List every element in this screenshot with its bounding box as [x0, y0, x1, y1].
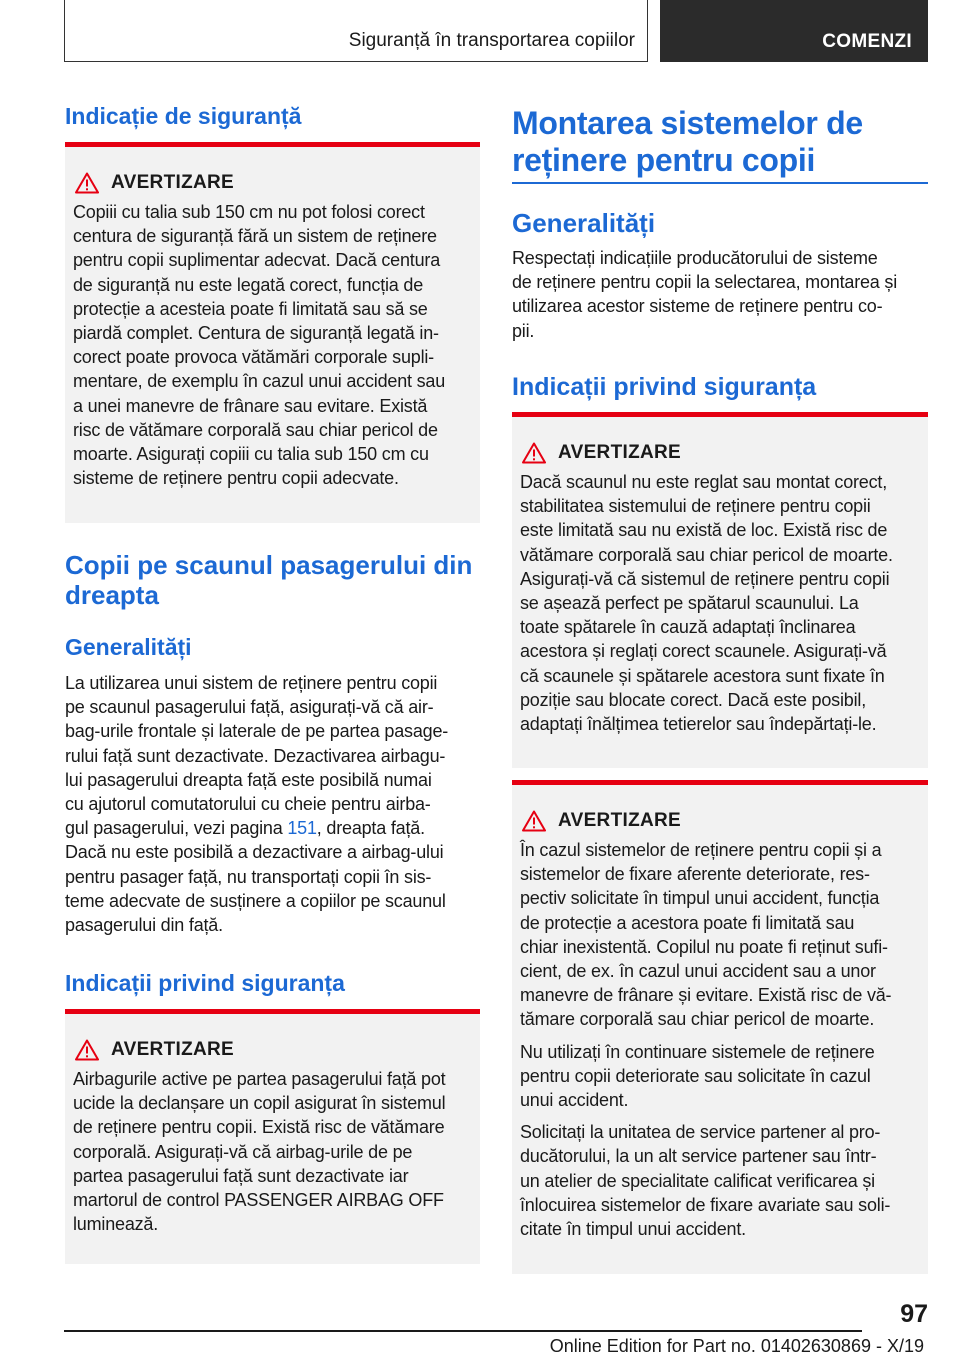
warning-triangle-icon — [75, 1039, 99, 1061]
page-number: 97 — [900, 1300, 928, 1328]
warning-box-seat — [512, 412, 928, 768]
warning-label: AVERTIZARE — [111, 1039, 234, 1060]
heading-front-passenger: Copii pe scaunul pasagerului din dreapta — [65, 550, 473, 610]
warning-text: Airbagurile active pe partea pasagerului față pot ucide la declanșare un copil asigurat în sistemul de reținere pentru copii. Există risc de vătămare corporală. Asigurați-vă că airbag-urile de pe partea pasagerului față sunt dezactivate iar martorul de control PASSENGER AIRBAG OFF luminează. — [73, 1069, 446, 1235]
general-text-left: La utilizarea unui sistem de reținere pentru copii pe scaunul pasagerului față, asigurați-vă că air- bag-urile frontale și laterale de pe partea pasage- rului față sunt dezactivate. Dezactivarea airbagu- lui pasagerului dreapta față este posibilă numai cu ajutorul comutatorului cu cheie pentru airba- gul pasagerului, vezi pagina 151, dreapta față. Dacă nu este posibilă a dezactivare a airbag-ului pentru pasager față, nu transportați copii în sis- teme adecvate de susținere a copiilor pe scaunul pasagerului din față. — [65, 673, 449, 936]
warning-text-p3: Solicitați la unitatea de service partener al pro- ducătorului, la un alt service partener sau într- un atelier de specialitate calificat verificarea și înlocuirea sistemelor de fixare avariate sau soli- citate în timpul unui accident. — [520, 1122, 891, 1240]
chapter-title: Siguranță în transportarea copiilor — [348, 30, 635, 51]
footer-rule — [64, 1330, 862, 1332]
warning-label: AVERTIZARE — [111, 172, 234, 193]
warning-text-p1: În cazul sistemelor de reținere pentru copii și a sistemelor de fixare aferente deteriorate, res- pectiv solicitate în timpul unui accident, funcția de protecție a acestora poate fi limitată sau chiar inexistentă. Copilul nu poate fi reținut sufi- cient, de ex. în cazul unui accident sau a unor manevre de frânare și evitare. Există risc de vă- tămare corporală sau chiar pericol de moarte. — [520, 840, 892, 1030]
warning-text-p2: Nu utilizați în continuare sistemele de reținere pentru copii deteriorate sau solicitate în cazul unui accident. — [520, 1041, 875, 1111]
warning-header — [520, 442, 920, 464]
footer-edition: Online Edition for Part no. 01402630869 - X/19 — [549, 1336, 924, 1356]
heading-general-left: Generalități — [65, 634, 192, 660]
section-tab[interactable] — [660, 0, 928, 62]
warning-label: AVERTIZARE — [558, 810, 681, 831]
warning-box-airbag — [65, 1009, 480, 1264]
warning-triangle-icon — [522, 810, 546, 832]
warning-text: Copiii cu talia sub 150 cm nu pot folosi corect centura de siguranță fără un sistem de reținere pentru copii suplimentar adecvat. Dacă centura de siguranță nu este legată corect, funcția de protecție a acesteia poate fi limitată sau să se piardă complet. Centura de siguranță legată in- corect poate provoca vătămări corporale supli- mentare, de exemplu în cazul unui accident sau a unei manevre de frânare sau evitare. Există risc de vătămare corporală sau chiar pericol de moarte. Asigurați copiii cu talia sub 150 cm cu sisteme de reținere pentru copii adecvate. — [73, 202, 446, 489]
warning-label: AVERTIZARE — [558, 442, 681, 463]
heading-mounting-systems: Montarea sistemelor de reținere pentru copii — [512, 105, 863, 178]
warning-header — [73, 1039, 472, 1061]
warning-text: Dacă scaunul nu este reglat sau montat corect, stabilitatea sistemului de reținere pentru copii este limitată sau nu există de loc. Există risc de vătămare corporală sau chiar pericol de moarte. Asigurați-vă că sistemul de reținere pentru copii se așează perfect pe spătarul scaunului. La toate spătarele în cauză adaptați înclinarea acestora și reglați corect scaunele. Asigurați-vă că scaunele și spătarele acestora sunt fixate în poziție sau blocate corect. Dacă este posibil, adaptați înălțimea tetierelor sau îndepărtați-le. — [520, 472, 893, 735]
page-header — [64, 0, 928, 64]
warning-header — [520, 810, 920, 832]
heading-safety-note: Indicație de siguranță — [65, 103, 302, 129]
page-151-link[interactable]: 151 — [287, 818, 317, 839]
heading-safety-info-left: Indicații privind siguranța — [65, 970, 345, 996]
heading-safety-info-right: Indicații privind siguranța — [512, 373, 817, 401]
warning-box-belt — [65, 142, 480, 523]
warning-triangle-icon — [522, 442, 546, 464]
warning-header — [73, 172, 472, 194]
general-text-right: Respectați indicațiile producătorului de sisteme de reținere pentru copii la selectarea, montarea și utilizarea acestor sisteme de reținere pentru co- pii. — [512, 248, 898, 341]
heading-rule — [512, 182, 928, 184]
heading-general-right: Generalități — [512, 208, 656, 238]
section-tab-label: COMENZI — [822, 31, 912, 52]
warning-box-damaged — [512, 780, 928, 1274]
warning-triangle-icon — [75, 172, 99, 194]
header-frame — [64, 0, 648, 62]
